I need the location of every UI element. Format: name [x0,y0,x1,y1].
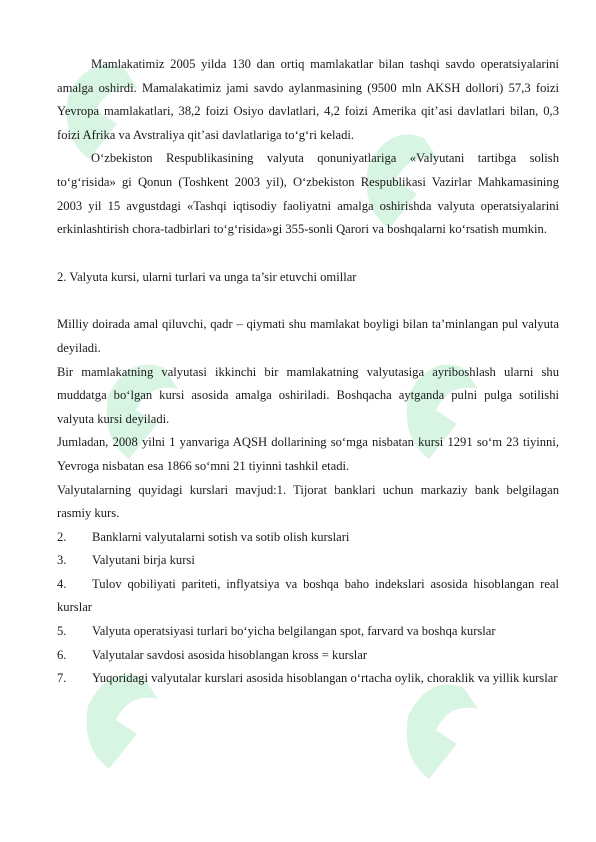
list-text: Banklarni valyutalarni sotish va sotib olish kurslari [92,529,350,544]
list-number: 3. [57,553,67,568]
paragraph-trade: Mamlakatimiz 2005 yilda 130 dan ortiq mamlakatlar bilan tashqi savdo operatsiyalarini amalga oshirdi. Mamalakatimiz jami savdo aylanmasining (9500 mln AKSH dollori) 57,3 foizi Yevropa mamlakatlari, 38,2 foizi Osiyo davlatlari, 4,2 foizi Amerika qit’asi davlatlari bilan, 0,3 foizi Afrika va Avstraliya qit’asi davlatlariga to‘g‘ri keladi. [57,57,559,142]
list-item [57,549,559,573]
list-item [57,573,559,620]
list-item [57,620,559,644]
list-item [57,667,559,691]
paragraph-definition: Milliy doirada amal qiluvchi, qadr – qiymati shu mamlakat boyligi bilan ta’minlangan pul valyuta deyiladi. [57,317,559,355]
paragraph-legislation: O‘zbekiston Respublikasining valyuta qonuniyatlariga «Valyutani tartibga solish to‘g‘risida» gi Qonun (Toshkent 2003 yil), O‘zbekiston Respublikasi Vazirlar Mahkamasining 2003 yil 15 avgustdagi «Tashqi iqtisodiy faoliyatni amalga oshirishda valyuta operatsiyalarini erkinlashtirish chora-tadbirlari to‘g‘risida»gi 355-sonli Qarori va boshqalarni ko‘rsatish mumkin. [57,151,559,237]
paragraph-exchange: Bir mamlakatning valyutasi ikkinchi bir mamlakatning valyutasiga ayriboshlash ularni shu muddatga bo‘lgan kursi asosida amalga oshiriladi. Boshqacha aytganda pulni pulga sotilishi valyuta kursi deyiladi. [57,364,559,426]
list-text: Valyutalar savdosi asosida hisoblangan kross = kurslar [92,647,368,662]
list-number: 4. [57,576,67,591]
paragraph-types: Valyutalarning quyidagi kurslari mavjud:1. Tijorat banklari uchun markaziy bank belgilagan rasmiy kurs. [57,482,559,521]
paragraph-rates: Jumladan, 2008 yilni 1 yanvariga AQSH dollarining so‘mga nisbatan kursi 1291 so‘m 23 tiyinni, Yevroga nisbatan esa 1866 so‘mni 21 tiyinni tashkil etadi. [57,435,559,473]
list-number: 2. [57,529,67,544]
list-number: 7. [57,671,67,686]
list-text: Yuqoridagi valyutalar kurslari asosida hisoblangan o‘rtacha oylik, choraklik va yillik kurslar [92,671,558,686]
list-item [57,526,559,550]
list-text: Valyuta operatsiyasi turlari bo‘yicha belgilangan spot, farvard va boshqa kurslar [92,624,496,639]
list-text: Valyutani birja kursi [92,553,195,568]
list-number: 6. [57,647,67,662]
section-heading: 2. Valyuta kursi, ularni turlari va unga ta’sir etuvchi omillar [57,269,357,284]
list-number: 5. [57,624,67,639]
list-item [57,644,559,668]
list-text: Tulov qobiliyati pariteti, inflyatsiya va boshqa baho indekslari asosida hisoblangan real kurslar [57,576,559,615]
document-body [57,53,559,691]
